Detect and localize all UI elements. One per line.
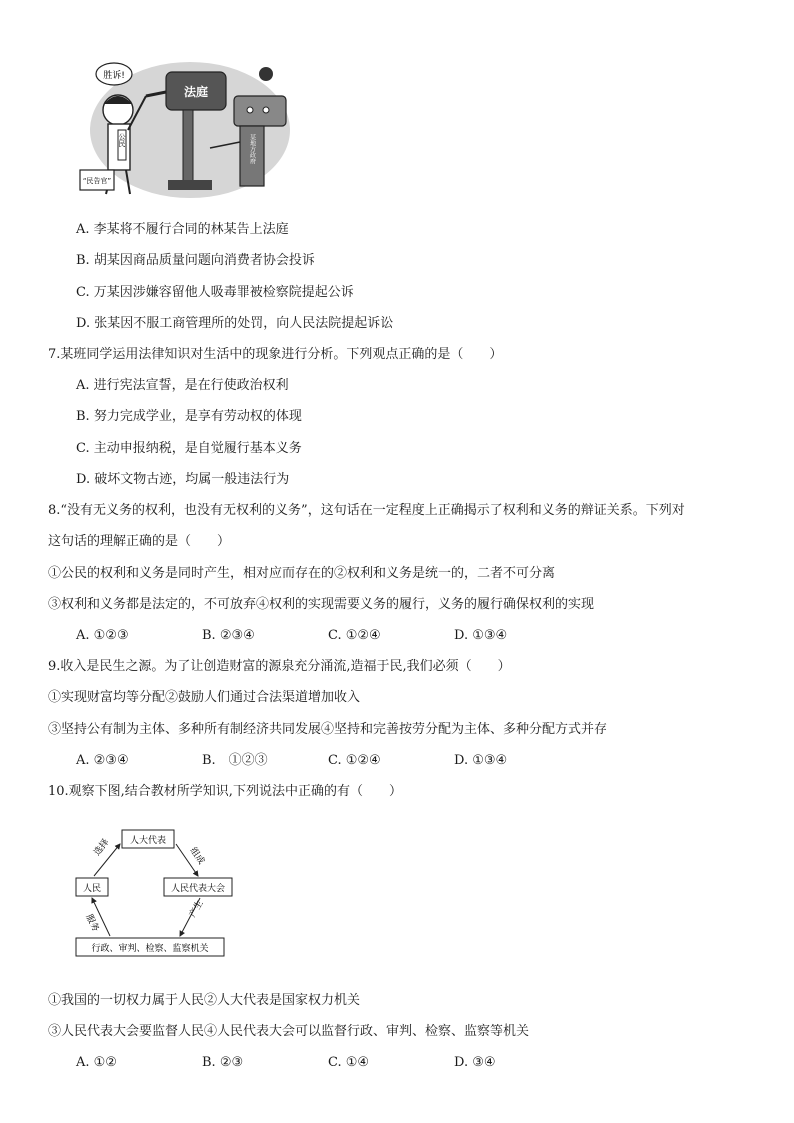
q10-statements-2: ③人民代表大会要监督人民④人民代表大会可以监督行政、审判、检察、监察等机关 [48, 1024, 530, 1039]
robot-eye-left [247, 107, 253, 113]
speech-bubble-text: 胜诉! [103, 71, 125, 81]
q7-stem: 7.某班同学运用法律知识对生活中的现象进行分析。下列观点正确的是（ ） [48, 347, 503, 362]
q10-option-c[interactable]: C. ①④ [328, 1055, 370, 1070]
q9-option-d[interactable]: D. ①③④ [454, 753, 508, 768]
robot-tag-text: 某地方政府 [248, 134, 256, 164]
q9-option-c[interactable]: C. ①②④ [328, 753, 381, 768]
q6-option-c[interactable]: C. 万某因涉嫌容留他人吸毒罪被检察院提起公诉 [76, 285, 354, 300]
q10-statements-1: ①我国的一切权力属于人民②人大代表是国家权力机关 [48, 993, 361, 1008]
arrow-compose-label: 组成 [187, 845, 207, 867]
node-npc-deputies-label: 人大代表 [129, 836, 167, 846]
gavel-handle [183, 110, 193, 182]
q7-option-a[interactable]: A. 进行宪法宣誓，是在行使政治权利 [76, 378, 289, 393]
node-congress-label: 人民代表大会 [170, 884, 226, 894]
arrow-select-label: 选择 [92, 837, 112, 858]
q8-option-c[interactable]: C. ①②④ [328, 628, 381, 643]
q6-option-a[interactable]: A. 李某将不履行合同的林某告上法庭 [76, 222, 289, 237]
q10-option-a[interactable]: A. ①② [76, 1055, 117, 1070]
q8-stem-line2: 这句话的理解正确的是（ ） [48, 534, 231, 549]
person-tag-text: 公民 [118, 133, 126, 147]
q8-statements-2: ③权利和义务都是法定的，不可放弃④权利的实现需要义务的履行，义务的履行确保权利的实现 [48, 597, 595, 612]
q8-option-b[interactable]: B. ②③④ [202, 628, 255, 643]
q7-option-b[interactable]: B. 努力完成学业，是享有劳动权的体现 [76, 409, 302, 424]
q9-stem: 9.收入是民生之源。为了让创造财富的源泉充分涌流,造福于民,我们必须（ ） [48, 659, 511, 674]
q7-option-d[interactable]: D. 破坏文物古迹，均属一般违法行为 [76, 472, 290, 487]
q10-stem: 10.观察下图,结合教材所学知识,下列说法中正确的有（ ） [48, 784, 402, 799]
robot-head [234, 96, 286, 126]
q10-option-b[interactable]: B. ②③ [202, 1055, 244, 1070]
arrow-serve-label: 服务 [83, 912, 101, 934]
q9-statements-1: ①实现财富均等分配②鼓励人们通过合法渠道增加收入 [48, 690, 361, 705]
q8-option-d[interactable]: D. ①③④ [454, 628, 508, 643]
q10-option-d[interactable]: D. ③④ [454, 1055, 496, 1070]
node-state-organs-label: 行政、审判、检察、监察机关 [91, 944, 209, 954]
power-relationship-diagram [70, 826, 238, 962]
q9-option-b[interactable]: B. ①②③ [202, 753, 268, 768]
q9-option-a[interactable]: A. ②③④ [76, 753, 129, 768]
paper-text: “民告官” [82, 177, 112, 185]
q7-option-c[interactable]: C. 主动申报纳税，是自觉履行基本义务 [76, 441, 302, 456]
q8-stem-line1: 8.“没有无义务的权利，也没有无权利的义务”，这句话在一定程度上正确揭示了权利和义务的辩证关系。下列对 [48, 503, 685, 518]
node-people-label: 人民 [82, 884, 102, 894]
q8-option-a[interactable]: A. ①②③ [76, 628, 129, 643]
gavel-text: 法庭 [183, 85, 209, 99]
robot-eye-right [263, 107, 269, 113]
arrow-produce-label: 产生 [187, 898, 206, 920]
q8-statements-1: ①公民的权利和义务是同时产生，相对应而存在的②权利和义务是统一的，二者不可分离 [48, 566, 556, 581]
court-cartoon-illustration [70, 52, 302, 200]
q6-option-d[interactable]: D. 张某因不服工商管理所的处罚，向人民法院提起诉讼 [76, 316, 394, 331]
angry-scribble [259, 67, 273, 81]
gavel-base [168, 180, 212, 190]
q6-option-b[interactable]: B. 胡某因商品质量问题向消费者协会投诉 [76, 253, 315, 268]
q9-statements-2: ③坚持公有制为主体、多种所有制经济共同发展④坚持和完善按劳分配为主体、多种分配方式并存 [48, 722, 608, 737]
